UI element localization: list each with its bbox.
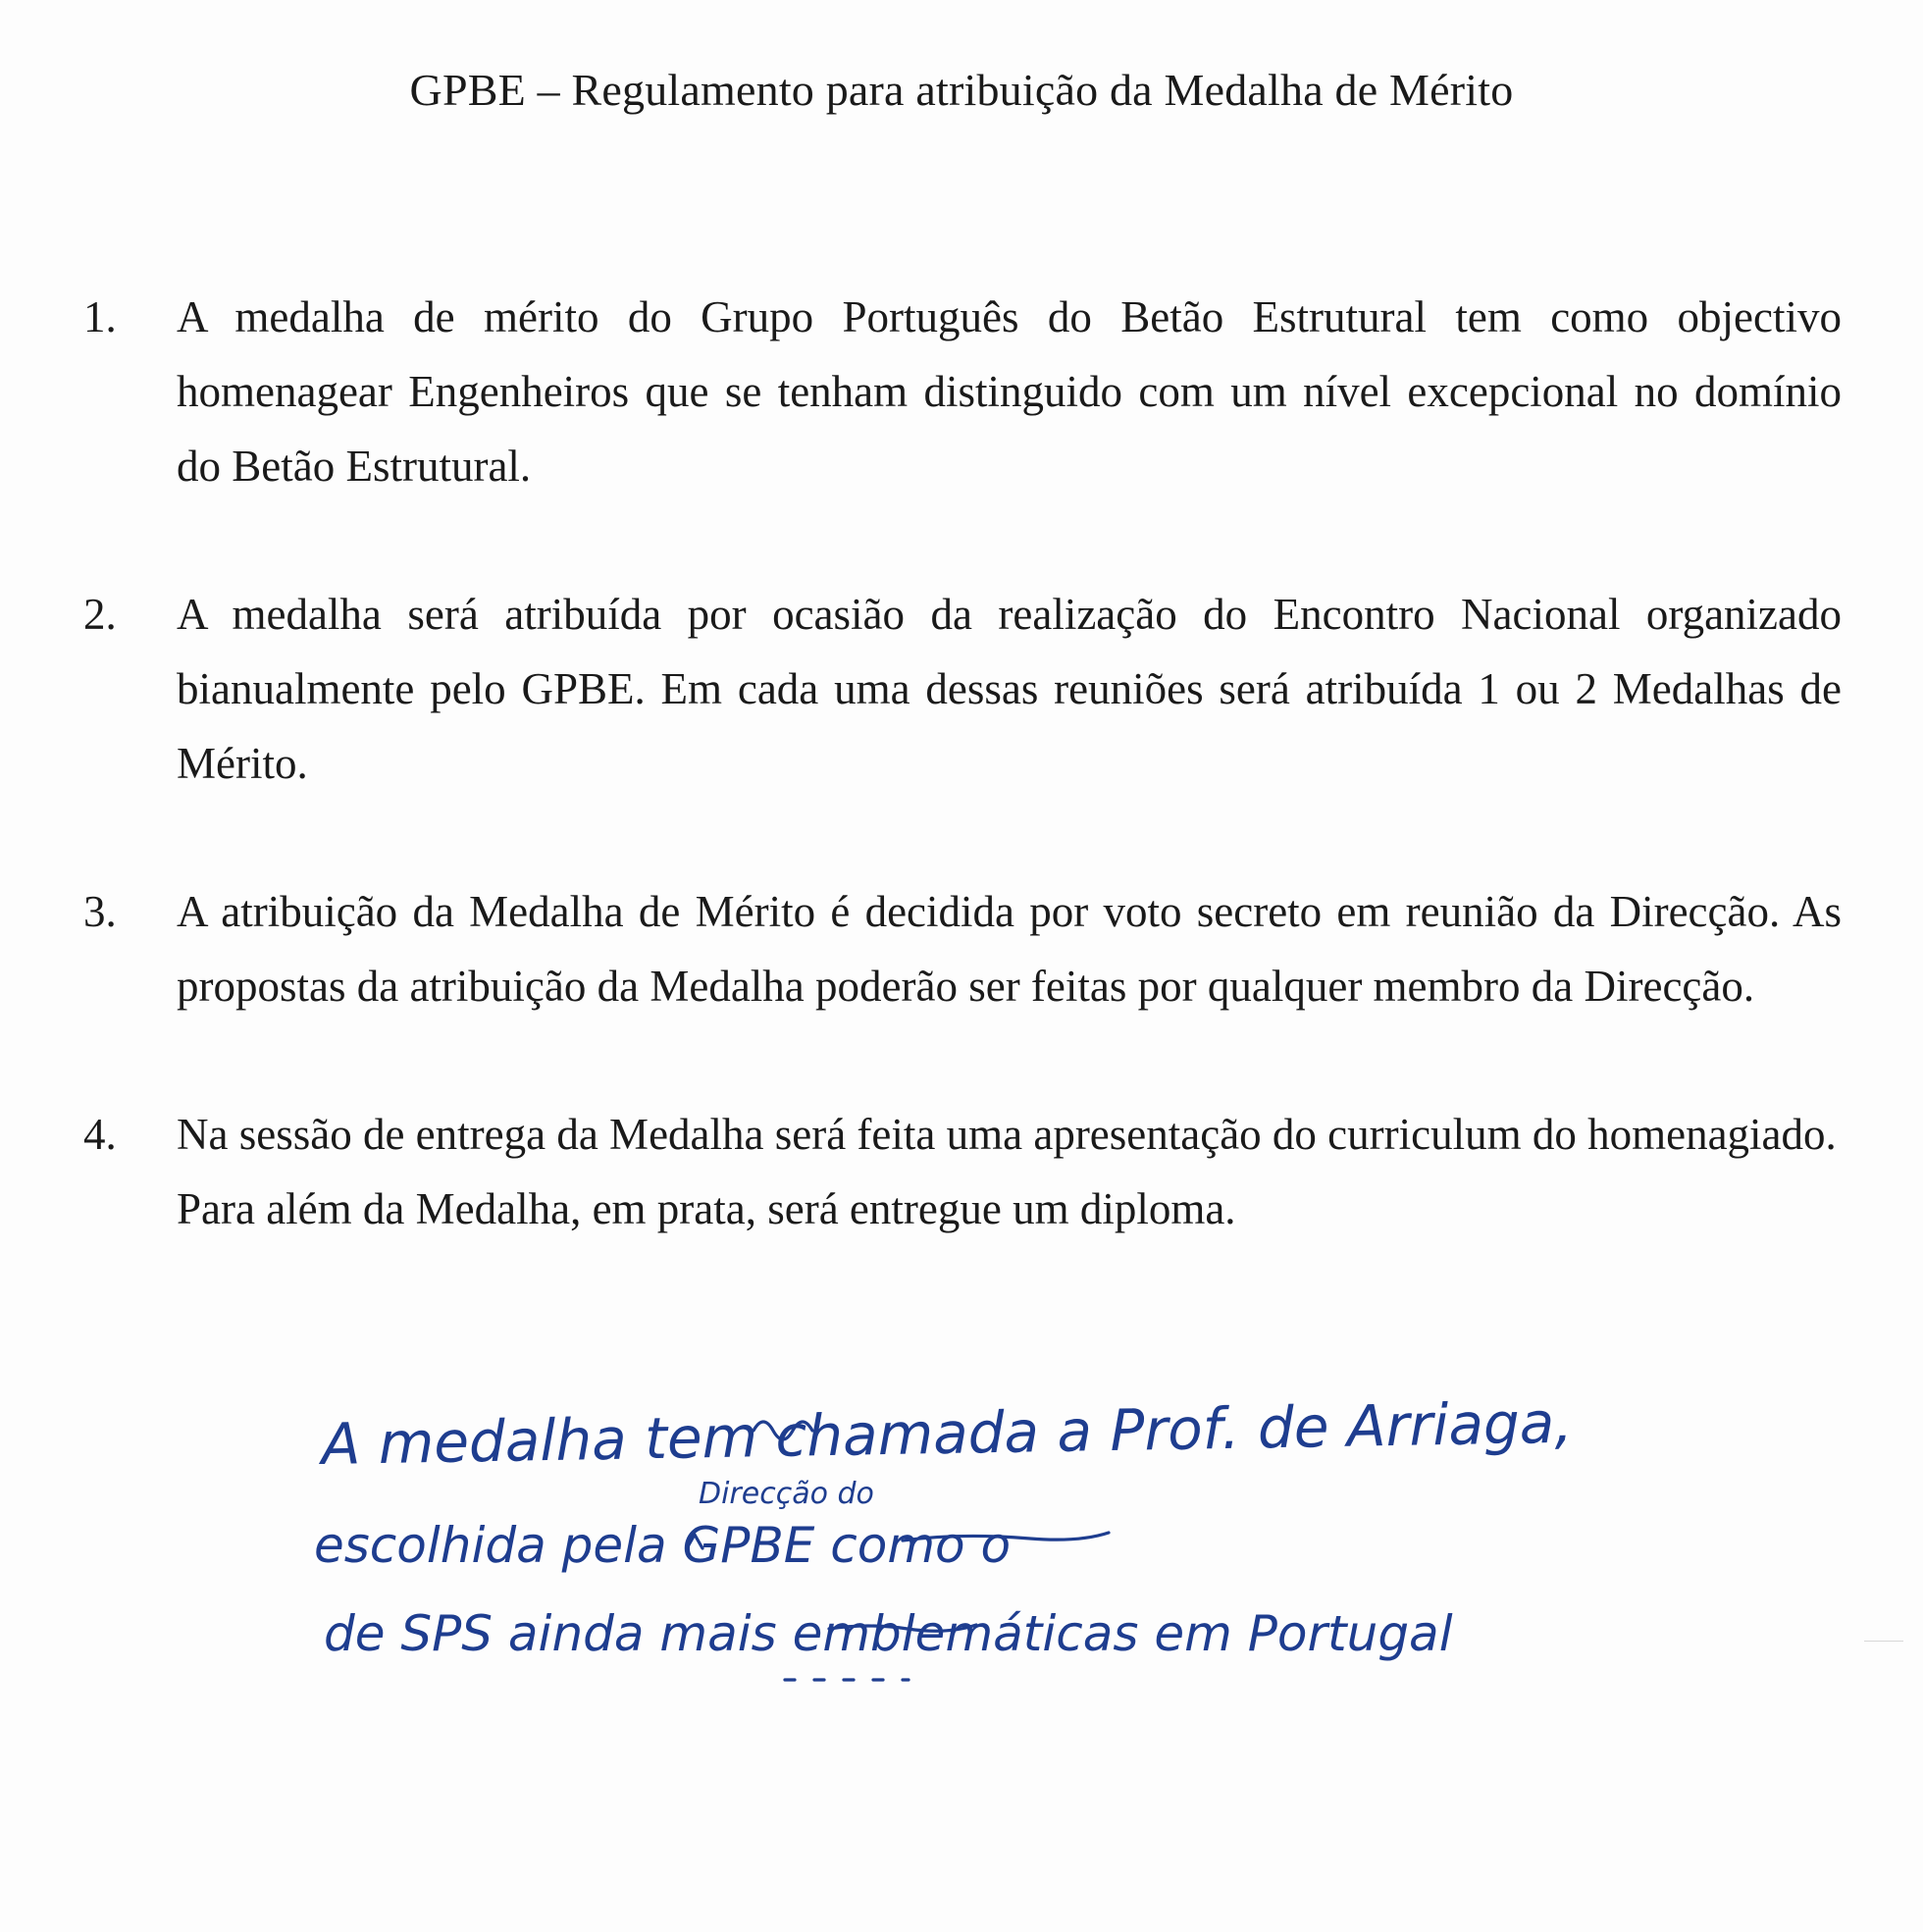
rule-extra-text: Para além da Medalha, em prata, será entregue um diploma. <box>177 1184 1236 1233</box>
handwritten-line-3: de SPS ainda mais emblemáticas em Portugal <box>324 1605 1453 1662</box>
rule-item <box>83 280 1842 503</box>
rule-item <box>83 1097 1842 1246</box>
handwritten-line-2: escolhida pela GPBE como o <box>314 1517 1012 1574</box>
rules-list <box>83 280 1842 1246</box>
rule-item <box>83 577 1842 801</box>
rule-number: 4. <box>83 1110 117 1159</box>
rule-item <box>83 874 1842 1023</box>
rule-text: Na sessão de entrega da Medalha será feita uma apresentação do curriculum do homenagiado. <box>177 1110 1837 1159</box>
scan-artifact <box>1864 1641 1903 1642</box>
handwritten-insertion: Direcção do <box>699 1477 874 1511</box>
document-title: GPBE – Regulamento para atribuição da Medalha de Mérito <box>409 65 1514 115</box>
rule-text: A medalha de mérito do Grupo Português do Betão Estrutural tem como objectivo homenagear Engenheiros que se tenham distinguido com um nível excepcional no domínio do Betão Estrutural. <box>177 292 1842 491</box>
rule-text: A atribuição da Medalha de Mérito é decidida por voto secreto em reunião da Direcção. As propostas da atribuição da Medalha poderão ser feitas por qualquer membro da Direcção. <box>177 887 1842 1011</box>
rule-text: A medalha será atribuída por ocasião da realização do Encontro Nacional organizado bianualmente pelo GPBE. Em cada uma dessas reuniões será atribuída 1 ou 2 Medalhas de Mérito. <box>177 590 1842 788</box>
handwritten-line-1: A medalha tem chamada a Prof. de Arriaga, <box>321 1393 1574 1478</box>
rule-number: 1. <box>83 292 117 341</box>
handwritten-note <box>314 1393 1707 1688</box>
rule-number: 2. <box>83 590 117 639</box>
handwritten-note-drawing <box>314 1393 1707 1688</box>
rule-number: 3. <box>83 887 117 936</box>
